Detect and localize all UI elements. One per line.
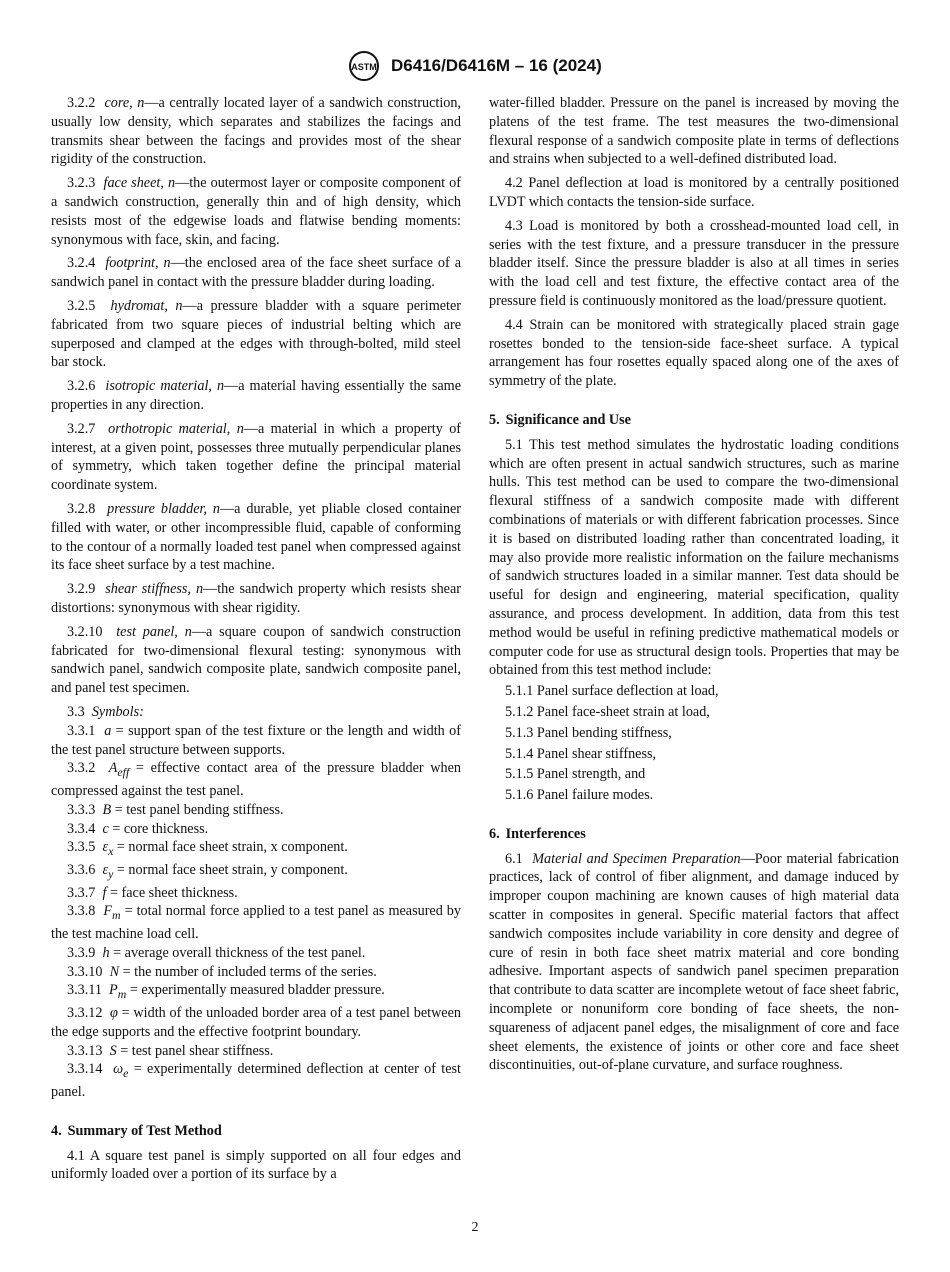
definition-item: 3.2.7 orthotropic material, n—a material in which a property of interest, at a given point, possesses three mutually perpendicular planes of symmetry, which taken together define the principal material coordinate system. xyxy=(51,420,462,494)
definition-item: 3.2.2 core, n—a centrally located layer of a sandwich construction, usually low density, which separates and stabilizes the facings and transmits shear between the facings and provides most of the shear rigidity of the construction. xyxy=(51,95,462,168)
right-column xyxy=(489,94,899,1080)
symbol-item: 3.3.3 B = test panel bending stiffness. xyxy=(67,801,284,818)
definition-item: 3.2.3 face sheet, n—the outermost layer or composite component of a sandwich construction, generally thin and of high density, which resists most of the edgewise loads and flatwise bending moments: synonymous with face, skin, and facing. xyxy=(51,175,462,248)
symbol-item: 3.3.5 $\varepsilon_x$ = normal face sheet strain, x component. xyxy=(67,839,348,859)
section-4-heading: 4. Summary of Test Method xyxy=(51,1122,222,1139)
list-item: 5.1.4 Panel shear stiffness, xyxy=(505,745,657,762)
paragraph-4-4: 4.4 Strain can be monitored with strategically placed strain gage rosettes bonded to the tension-side face-sheet surface. A typical arrangement has four rosettes equally spaced along one of the axes of symmetry of the plate. xyxy=(489,316,899,390)
list-5-1 xyxy=(489,682,899,805)
symbol-item: 3.3.9 h = average overall thickness of the test panel. xyxy=(67,944,366,961)
list-item: 5.1.1 Panel surface deflection at load, xyxy=(505,683,719,700)
symbol-item: 3.3.7 f = face sheet thickness. xyxy=(67,884,238,901)
definition-item: 3.2.8 pressure bladder, n—a durable, yet pliable closed container filled with water, or other incompressible fluid, capable of conforming to the contour of a normally loaded test panel when compressed against its face sheet surface by a test machine. xyxy=(51,500,462,574)
symbol-item: 3.3.8 $F_m$ = total normal force applied to a test panel as measured by the test machine load cell. xyxy=(51,903,461,942)
paragraph-4-1-continued: water-filled bladder. Pressure on the panel is increased by moving the platens of the test frame. The test measures the two-dimensional flexural response of a sandwich composite plate in terms of deflections and strains when subjected to a well-defined distributed load. xyxy=(489,95,899,168)
section-6-heading: 6. Interferences xyxy=(489,825,586,842)
symbols-heading: 3.3 Symbols: xyxy=(67,703,144,720)
paragraph-5-1: 5.1 This test method simulates the hydrostatic loading conditions which are often present in actual sandwich structures, such as marine hulls. This test method can be used to compare the two-dimensional flexural stiffness of a sandwich composite made with different combinations of materials or with different fabrication processes. Since it is based on distributed loading rather than concentrated loading, it may also provide more realistic information on the failure mechanisms of sandwich structures loaded in a similar manner. Test data should be useful for design and engineering, material specification, quality assurance, and process development. In addition, data from this test method would be useful in refining predictive mathematical models or computer code for use as structural design tools. Properties that may be obtained from this test method include: xyxy=(489,436,899,679)
symbol-item: 3.3.6 $\varepsilon_y$ = normal face sheet strain, y component. xyxy=(67,861,348,881)
list-item: 5.1.2 Panel face-sheet strain at load, xyxy=(505,703,710,720)
definition-item: 3.2.4 footprint, n—the enclosed area of the face sheet surface of a sandwich panel in contact with the pressure bladder during loading. xyxy=(51,255,462,291)
section-5-heading: 5. Significance and Use xyxy=(489,411,631,428)
page-header xyxy=(0,50,950,82)
paragraph-4-3: 4.3 Load is monitored by both a crosshead-mounted load cell, in series with the test fixture, and a pressure transducer in the pressure bladder itself. Since the pressure bladder is also at all times in series with the load cell and test fixture, the effective contact area of the pressure field is continuously monitored as the load/pressure quotient. xyxy=(489,217,899,309)
definition-item: 3.2.5 hydromat, n—a pressure bladder with a square perimeter fabricated from two square pieces of industrial belting which are superposed and clamped at the edges with through-bolted, mild steel bar stock. xyxy=(51,297,461,371)
symbols-list xyxy=(51,722,461,1102)
definition-item: 3.2.9 shear stiffness, n—the sandwich property which resists shear distortions: synonymous with shear rigidity. xyxy=(51,581,462,616)
astm-logo-icon xyxy=(348,50,380,82)
definition-item: 3.2.10 test panel, n—a square coupon of sandwich construction fabricated for two-dimensional flexural testing: synonymous with sandwich panel, sandwich composite plate, sandwich composite panel, and panel test specimen. xyxy=(51,623,461,697)
left-column xyxy=(51,94,461,1189)
symbol-item: 3.3.1 a = support span of the test fixture or the length and width of the test panel structure between supports. xyxy=(51,722,461,758)
symbol-item: 3.3.2 $A_{eff}$ = effective contact area of the pressure bladder when compressed against the test panel. xyxy=(51,760,462,799)
definitions-list xyxy=(51,94,461,698)
paragraph-4-1: 4.1 A square test panel is simply supported on all four edges and uniformly loaded over a portion of its surface by a xyxy=(51,1147,461,1183)
symbol-item: 3.3.10 N = the number of included terms of the series. xyxy=(67,963,377,980)
list-item: 5.1.5 Panel strength, and xyxy=(505,766,646,783)
document-code: D6416/D6416M – 16 (2024) xyxy=(390,56,602,75)
list-item: 5.1.3 Panel bending stiffness, xyxy=(505,724,672,741)
symbol-item: 3.3.14 $\omega_e$ = experimentally determined deflection at center of test panel. xyxy=(51,1061,461,1101)
symbol-item: 3.3.12 φ = width of the unloaded border area of a test panel between the edge supports and the effective footprint boundary. xyxy=(51,1005,461,1040)
list-item: 5.1.6 Panel failure modes. xyxy=(505,787,654,804)
page-number: 2 xyxy=(471,1220,479,1235)
definition-item: 3.2.6 isotropic material, n—a material having essentially the same properties in any direction. xyxy=(51,378,462,413)
symbol-item: 3.3.13 S = test panel shear stiffness. xyxy=(67,1042,274,1059)
paragraph-6-1: 6.1 Material and Specimen Preparation—Poor material fabrication practices, lack of control of fiber alignment, and damage induced by improper coupon machining are known causes of high material data scatter in composites in general. Specific material factors that affect sandwich composites include variability in core density and degree of cure of resin in both face sheet matrix material and core bonding adhesive. Important aspects of sandwich panel specimen preparation that contribute to data scatter are incomplete wetout of face sheet fabric, incomplete or nonuniform core bonding of face sheets, the non-squareness of adjacent panel edges, the misalignment of core and face sheet elements, the existence of joints or other core and face sheet discontinuities, out-of-plane curvature, and surface roughness. xyxy=(489,850,899,1074)
svg-text:ASTM: ASTM xyxy=(351,62,377,72)
symbol-item: 3.3.4 c = core thickness. xyxy=(67,820,209,837)
paragraph-4-2: 4.2 Panel deflection at load is monitored by a centrally positioned LVDT which contacts the tension-side surface. xyxy=(489,175,899,210)
symbol-item: 3.3.11 $P_m$ = experimentally measured bladder pressure. xyxy=(67,982,385,1002)
